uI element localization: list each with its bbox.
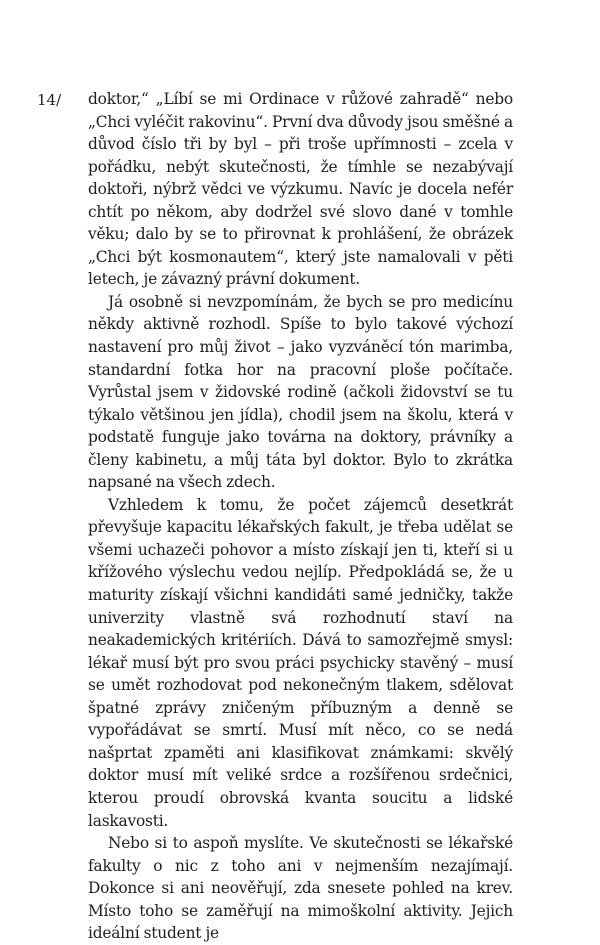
- paragraph-1: doktor,“ „Líbí se mi Ordinace v růžové zahradě“ nebo „Chci vyléčit rakovinu“. První dva důvody jsou směšné a důvod číslo tři by byl – při troše upřímnosti – zcela v pořádku, nebýt skutečnosti, že tímhle se nezabývají doktoři, nýbrž vědci ve výzkumu. Navíc je docela nefér chtít po někom, aby dodržel své slovo dané v tomhle věku; dalo by se to přirovnat k prohlášení, že obrázek „Chci být kosmonautem“, který jste namalovali v pěti letech, je závazný právní dokument.: [88, 90, 513, 289]
- paragraph-3: Vzhledem k tomu, že počet zájemců desetkrát převyšuje kapacitu lékařských fakult, je třeba udělat se všemi uchazeči pohovor a místo získají jen ti, kteří si u křížového výslechu vedou nejlíp. Předpokládá se, že u maturity získají všichni kandidáti samé jedničky, takže univerzity vlastně svá rozhodnutí staví na neakademických kritériích. Dává to samozřejmě smysl: lékař musí být pro svou práci psychicky stavěný – musí se umět rozhodovat pod nekonečným tlakem, sdělovat špatné zprávy zničeným příbuzným a denně se vypořádávat se smrtí. Musí mít něco, co se nedá našprtat zpaměti ani klasifikovat známkami: skvělý doktor musí mít veliké srdce a rozšířenou srdečnici, kterou proudí obrovská kvanta soucitu a lidské laskavosti.: [88, 495, 513, 830]
- page-number: 14/: [37, 91, 62, 109]
- paragraph-4: Nebo si to aspoň myslíte. Ve skutečnosti se lékařské fakulty o nic z toho ani v nejmenším nezajímají. Dokonce si ani neověřují, zda snesete pohled na krev. Místo toho se zaměřují na mimoškolní aktivity. Jejich ideální student je: [88, 834, 513, 943]
- body-text: [88, 88, 513, 945]
- paragraph-2: Já osobně si nevzpomínám, že bych se pro medicínu někdy aktivně rozhodl. Spíše to bylo takové výchozí nastavení pro můj život – jako vyzváněcí tón marimba, standardní fotka hor na pracovní ploše počítače. Vyrůstal jsem v židovské rodině (ačkoli židovství se tu týkalo většinou jen jídla), chodil jsem na školu, která v podstatě funguje jako továrna na doktory, právníky a členy kabinetu, a můj táta byl doktor. Bylo to zkrátka napsané na všech zdech.: [88, 292, 513, 492]
